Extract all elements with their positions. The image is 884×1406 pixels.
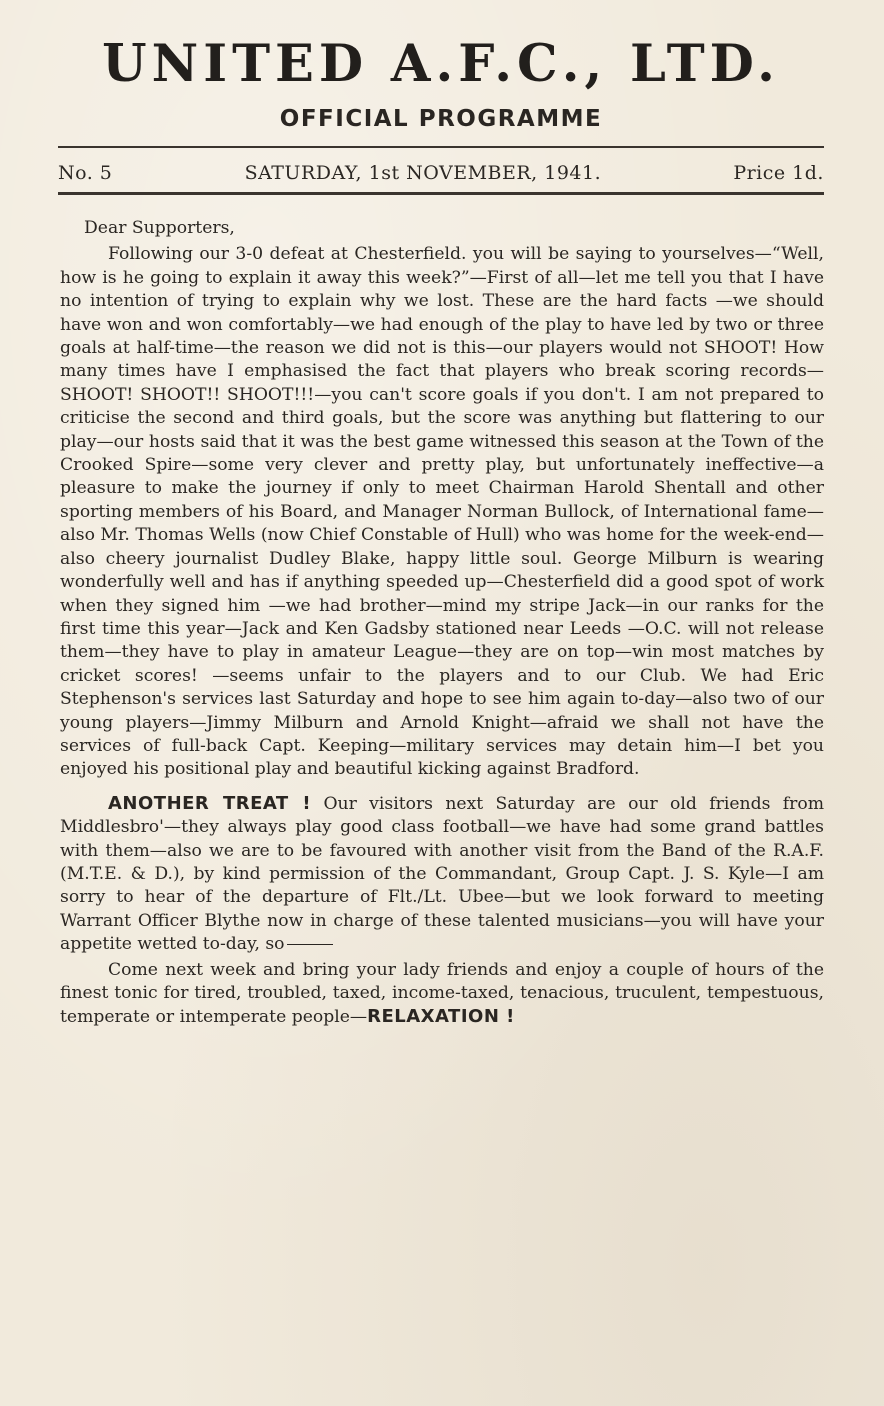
- issue-bar: [58, 162, 824, 184]
- issue-number: No. 5: [58, 162, 113, 184]
- treat-heading: ANOTHER TREAT !: [108, 792, 312, 814]
- programme-title: OFFICIAL PROGRAMME: [279, 106, 603, 132]
- masthead: [58, 0, 824, 132]
- club-title: UNITED A.F.C., LTD.: [102, 34, 780, 94]
- paragraph-next-match-text: Our visitors next Saturday are our old friends from Middlesbro'—they always play good class football—we have had some grand battles with them—also we are to be favoured with another visit from the Band of the R.A.F. (M.T.E. & D.), by kind permission of the Commandant, Group Capt. J. S. Kyle—I am sorry to hear of the departure of Flt./Lt. Ubee—but we look forward to meeting Warrant Officer Blythe now in charge of these talented musicians—you will have your appetite wetted to-day, so: [60, 793, 824, 955]
- dash-rule: [287, 944, 333, 945]
- paragraph-closing-text: Come next week and bring your lady friends and enjoy a couple of hours of the finest tonic for tired, troubled, taxed, income-taxed, tenacious, truculent, tempestuous, temperate or intemperate people—: [60, 959, 824, 1028]
- letter-body: [58, 217, 824, 1030]
- salutation: Dear Supporters,: [84, 218, 235, 238]
- paragraph-match-report: Following our 3-0 defeat at Chesterfield. you will be saying to yourselves—“Well, how is he going to explain it away this week?”—First of all—let me tell you that I have no intention of trying to explain why we lost. These are the hard facts —we should have won and won comfortably—we had enough of the play to have led by two or three goals at half-time—the reason we did not is this—our players would not SHOOT! How many times have I emphasised the fact that players who break scoring records—SHOOT! SHOOT!! SHOOT!!!—you can't score goals if you don't. I am not prepared to criticise the second and third goals, but the score was anything but flattering to our play—our hosts said that it was the best game witnessed this season at the Town of the Crooked Spire—some very clever and pretty play, but unfortunately ineffective—a pleasure to make the journey if only to meet Chairman Harold Shentall and other sporting members of his Board, and Manager Norman Bullock, of International fame—also Mr. Thomas Wells (now Chief Constable of Hull) who was home for the week-end—also cheery journalist Dudley Blake, happy little soul. George Milburn is wearing wonderfully well and has if anything speeded up—Chesterfield did a good spot of work when they signed him —we had brother—mind my stripe Jack—in our ranks for the first time this year—Jack and Ken Gadsby stationed near Leeds —O.C. will not release them—they have to play in amateur League—they are on top—win most matches by cricket scores! —seems unfair to the players and to our Club. We had Eric Stephenson's services last Saturday and hope to see him again to-day—also two of our young players—Jimmy Milburn and Arnold Knight—afraid we shall not have the services of full-back Capt. Keeping—military services may detain him—I bet you enjoyed his positional play and beautiful kicking against Bradford.: [60, 244, 824, 780]
- paragraph-closing: [60, 959, 824, 1030]
- issue-price: Price 1d.: [733, 162, 824, 184]
- paragraph-next-match: [60, 792, 824, 957]
- issue-date: SATURDAY, 1st NOVEMBER, 1941.: [244, 162, 602, 184]
- bottom-divider: [58, 192, 824, 195]
- closing-word: RELAXATION !: [367, 1006, 515, 1028]
- top-divider: [58, 146, 824, 148]
